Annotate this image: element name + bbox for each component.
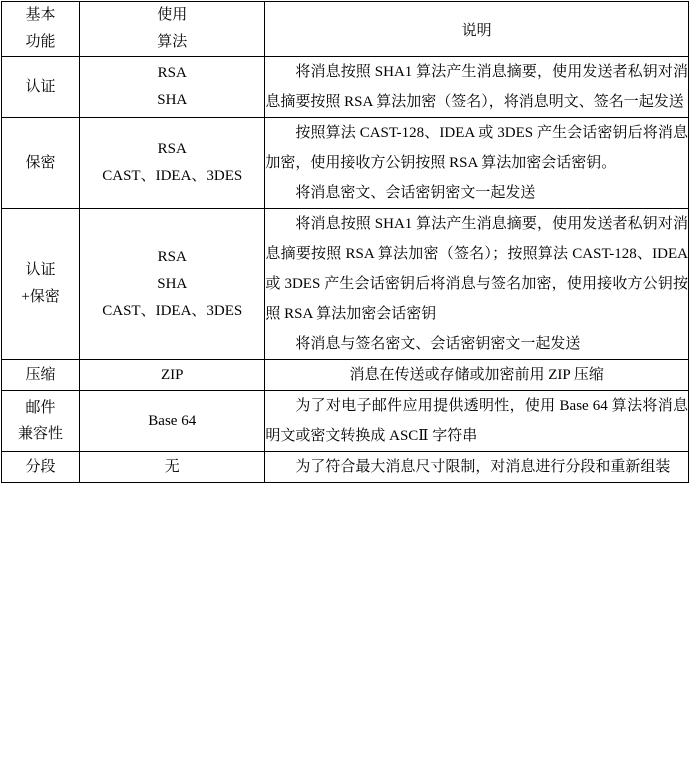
cell-description (265, 391, 689, 452)
description-paragraph: 为了对电子邮件应用提供透明性，使用 Base 64 算法将消息明文或密文转换成 ASCⅡ 字符串 (265, 398, 688, 444)
description-paragraph: 按照算法 CAST-128、IDEA 或 3DES 产生会话密钥后将消息加密，使用接收方公钥按照 RSA 算法加密会话密钥。 (265, 125, 688, 171)
cell-algorithm: 无 (80, 452, 265, 483)
cell-function: 保密 (2, 118, 80, 209)
description-paragraph: 为了符合最大消息尺寸限制，对消息进行分段和重新组装 (295, 459, 671, 475)
description-paragraph: 将消息按照 SHA1 算法产生消息摘要，使用发送者私钥对消息摘要按照 RSA 算法加密（签名）；按照算法 CAST-128、IDEA 或 3DES 产生会话密钥后将消息与签名加密，使用接收方公钥按照 RSA 算法加密会话密钥 (265, 216, 688, 322)
table-row (2, 391, 689, 452)
description-paragraph: 将消息按照 SHA1 算法产生消息摘要，使用发送者私钥对消息摘要按照 RSA 算法加密（签名），将消息明文、签名一起发送 (265, 64, 688, 110)
table-row (2, 452, 689, 483)
cell-function: 压缩 (2, 360, 80, 391)
cell-description (265, 118, 689, 209)
cell-function: 认证 +保密 (2, 209, 80, 360)
cell-algorithm: RSA CAST、IDEA、3DES (80, 118, 265, 209)
description-paragraph: 消息在传送或存储或加密前用 ZIP 压缩 (349, 367, 604, 383)
table-row (2, 209, 689, 360)
cell-description (265, 209, 689, 360)
pgp-functions-table (1, 1, 689, 483)
header-cell-algorithm: 使用 算法 (80, 2, 265, 57)
cell-algorithm: RSA SHA CAST、IDEA、3DES (80, 209, 265, 360)
cell-description (265, 360, 689, 391)
header-cell-description: 说明 (265, 2, 689, 57)
cell-algorithm: RSA SHA (80, 57, 265, 118)
cell-algorithm: ZIP (80, 360, 265, 391)
table-header-row (2, 2, 689, 57)
cell-function: 认证 (2, 57, 80, 118)
table-row (2, 360, 689, 391)
cell-function: 分段 (2, 452, 80, 483)
table-row (2, 57, 689, 118)
cell-description (265, 452, 689, 483)
description-paragraph: 将消息与签名密文、会话密钥密文一起发送 (295, 336, 581, 352)
cell-algorithm: Base 64 (80, 391, 265, 452)
header-cell-function: 基本 功能 (2, 2, 80, 57)
cell-function: 邮件 兼容性 (2, 391, 80, 452)
description-paragraph: 将消息密文、会话密钥密文一起发送 (295, 185, 536, 201)
table-row (2, 118, 689, 209)
cell-description (265, 57, 689, 118)
